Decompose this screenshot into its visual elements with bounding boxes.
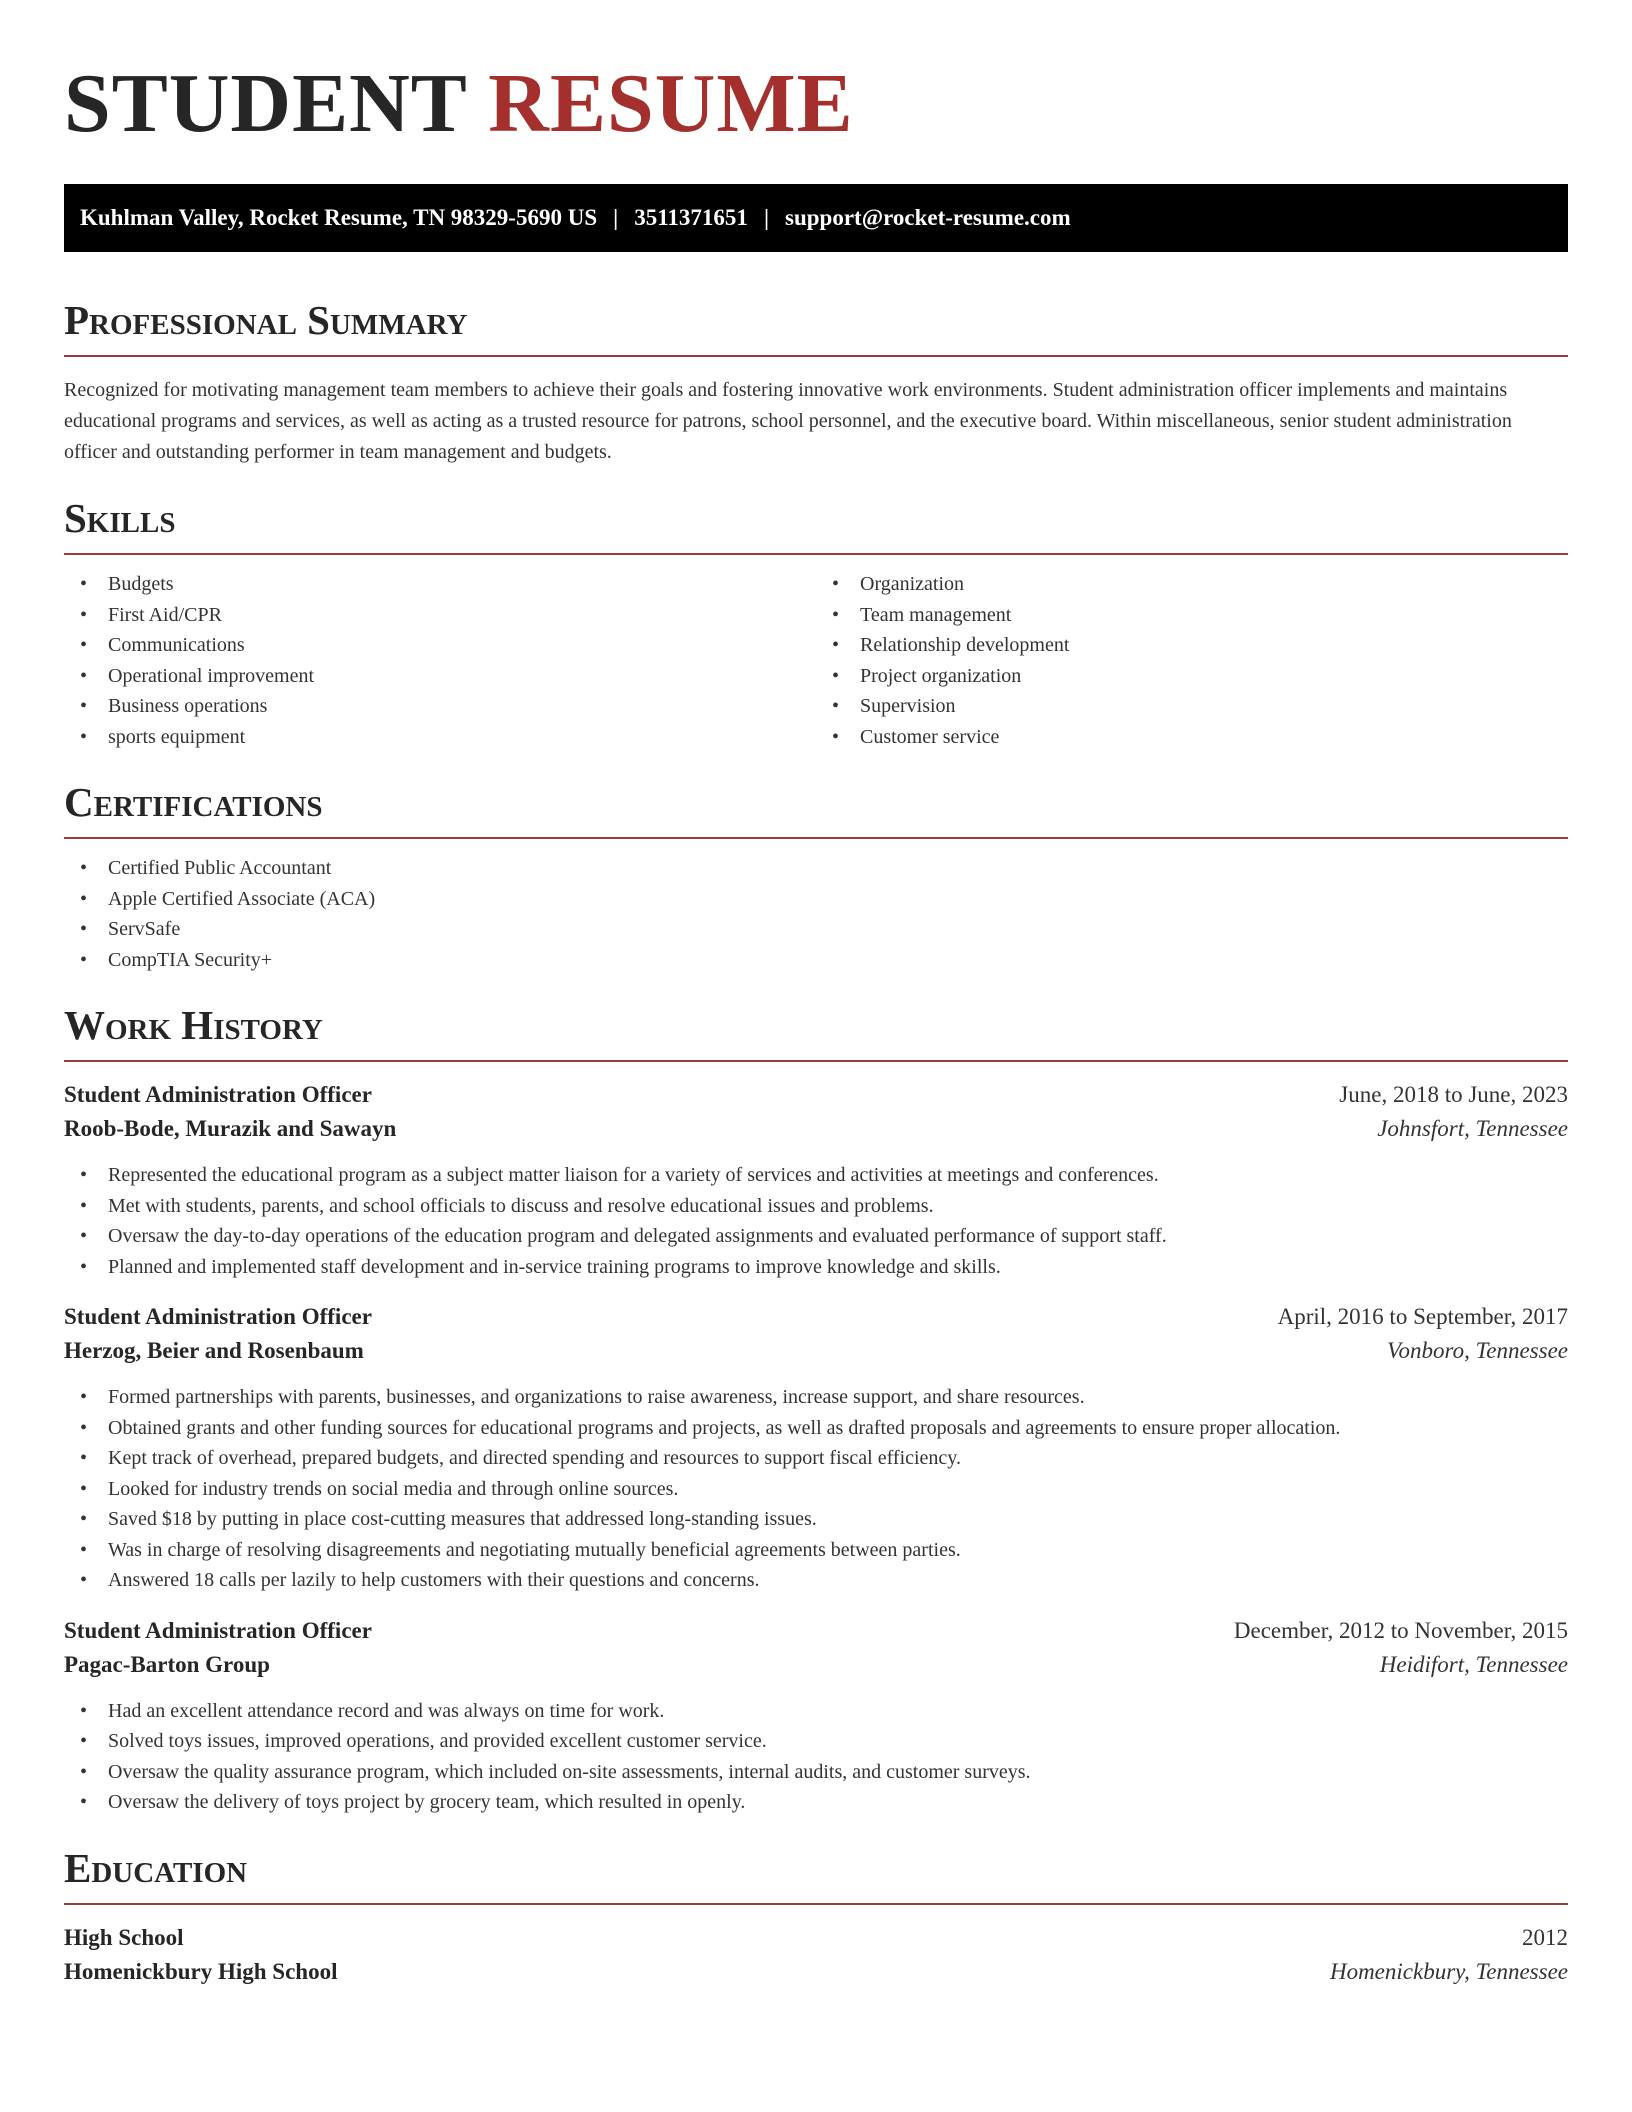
job-employer: Herzog, Beier and Rosenbaum xyxy=(64,1338,364,1364)
job-entry xyxy=(64,1618,1568,1818)
skill-item: • Business operations xyxy=(64,691,816,722)
skills-column-left xyxy=(64,569,816,752)
job-duty-item: • Solved toys issues, improved operations, and provided excellent customer service. xyxy=(64,1726,1568,1757)
summary-text: Recognized for motivating management team members to achieve their goals and fostering innovative work environments. Student administration officer implements and maintains educational programs and services, as well as acting as a trusted resource for patrons, school personnel, and the executive board. Within miscellaneous, senior student administration officer and outstanding performer in team management and budgets. xyxy=(64,379,1512,464)
skill-item: • Relationship development xyxy=(816,630,1568,661)
job-duty-item: • Oversaw the day-to-day operations of the education program and delegated assignments and evaluated performance of support staff. xyxy=(64,1221,1568,1252)
page-title xyxy=(64,52,1568,150)
skills-list xyxy=(64,555,1568,752)
skill-item: • Communications xyxy=(64,630,816,661)
job-duty-item: • Represented the educational program as a subject matter liaison for a variety of services and activities at meetings and conferences. xyxy=(64,1160,1568,1191)
job-duties xyxy=(64,1160,1568,1282)
job-duty-item: • Obtained grants and other funding sources for educational programs and projects, as well as drafted proposals and agreements to ensure proper allocation. xyxy=(64,1413,1568,1444)
contact-address: Kuhlman Valley, Rocket Resume, TN 98329-5690 US xyxy=(80,205,598,230)
job-title: Student Administration Officer xyxy=(64,1082,372,1108)
contact-separator: | xyxy=(763,205,770,230)
job-location: Heidifort, Tennessee xyxy=(1379,1651,1568,1677)
skill-item: • Organization xyxy=(816,569,1568,600)
title-word-student: STUDENT xyxy=(64,57,467,150)
skill-item: • Customer service xyxy=(816,722,1568,753)
job-title: Student Administration Officer xyxy=(64,1617,372,1643)
job-header-row xyxy=(64,1082,1568,1108)
job-location: Vonboro, Tennessee xyxy=(1386,1338,1568,1364)
job-duty-item: • Answered 18 calls per lazily to help customers with their questions and concerns. xyxy=(64,1565,1568,1596)
certification-item: • Certified Public Accountant xyxy=(64,853,1568,884)
job-duty-item: • Looked for industry trends on social media and through online sources. xyxy=(64,1474,1568,1505)
job-duty-item: • Formed partnerships with parents, businesses, and organizations to raise awareness, increase support, and share resources. xyxy=(64,1382,1568,1413)
job-location: Johnsfort, Tennessee xyxy=(1377,1116,1568,1142)
skill-item: • Supervision xyxy=(816,691,1568,722)
skill-item: • Operational improvement xyxy=(64,661,816,692)
skills-heading: Skills xyxy=(64,496,1568,555)
education-degree: High School xyxy=(64,1924,184,1950)
education-year: 2012 xyxy=(1522,1924,1568,1950)
certifications-heading: Certifications xyxy=(64,780,1568,839)
job-employer: Roob-Bode, Murazik and Sawayn xyxy=(64,1116,397,1142)
job-title: Student Administration Officer xyxy=(64,1304,372,1330)
contact-separator: | xyxy=(613,205,619,230)
education-entry xyxy=(64,1925,1568,1985)
job-dates: April, 2016 to September, 2017 xyxy=(1277,1304,1568,1330)
certification-item: • ServSafe xyxy=(64,914,1568,945)
job-duty-item: • Saved $18 by putting in place cost-cutting measures that addressed long-standing issues. xyxy=(64,1504,1568,1535)
work-history-heading: Work History xyxy=(64,1003,1568,1062)
job-employer-row xyxy=(64,1652,1568,1678)
job-duty-item: • Oversaw the delivery of toys project by grocery team, which resulted in openly. xyxy=(64,1787,1568,1818)
title-word-resume: RESUME xyxy=(488,57,854,150)
certifications-list xyxy=(64,853,1568,975)
job-duties xyxy=(64,1382,1568,1596)
job-employer-row xyxy=(64,1338,1568,1364)
job-dates: December, 2012 to November, 2015 xyxy=(1233,1617,1568,1643)
job-duties xyxy=(64,1696,1568,1818)
job-employer-row xyxy=(64,1116,1568,1142)
skill-item: • First Aid/CPR xyxy=(64,600,816,631)
skill-item: • Budgets xyxy=(64,569,816,600)
education-location: Homenickbury, Tennessee xyxy=(1329,1958,1568,1984)
job-entry xyxy=(64,1304,1568,1596)
summary-heading: Professional Summary xyxy=(64,298,1568,357)
job-duty-item: • Had an excellent attendance record and was always on time for work. xyxy=(64,1696,1568,1727)
job-entry xyxy=(64,1082,1568,1282)
certification-item: • CompTIA Security+ xyxy=(64,945,1568,976)
job-dates: June, 2018 to June, 2023 xyxy=(1339,1082,1568,1108)
education-heading: Education xyxy=(64,1846,1568,1905)
skill-item: • Team management xyxy=(816,600,1568,631)
job-duty-item: • Was in charge of resolving disagreements and negotiating mutually beneficial agreements between parties. xyxy=(64,1535,1568,1566)
job-duty-item: • Kept track of overhead, prepared budgets, and directed spending and resources to support fiscal efficiency. xyxy=(64,1443,1568,1474)
job-header-row xyxy=(64,1304,1568,1330)
contact-email: support@rocket-resume.com xyxy=(785,205,1071,230)
skills-column-right xyxy=(816,569,1568,752)
certification-item: • Apple Certified Associate (ACA) xyxy=(64,884,1568,915)
job-duty-item: • Oversaw the quality assurance program, which included on-site assessments, internal audits, and customer surveys. xyxy=(64,1757,1568,1788)
job-duty-item: • Planned and implemented staff development and in-service training programs to improve knowledge and skills. xyxy=(64,1252,1568,1283)
education-school: Homenickbury High School xyxy=(64,1958,338,1984)
education-school-row xyxy=(64,1959,1568,1985)
job-header-row xyxy=(64,1618,1568,1644)
job-duty-item: • Met with students, parents, and school officials to discuss and resolve educational issues and problems. xyxy=(64,1191,1568,1222)
contact-bar xyxy=(64,184,1568,252)
skill-item: • Project organization xyxy=(816,661,1568,692)
contact-phone: 3511371651 xyxy=(634,205,748,230)
education-header-row xyxy=(64,1925,1568,1951)
job-employer: Pagac-Barton Group xyxy=(64,1651,270,1677)
skill-item: • sports equipment xyxy=(64,722,816,753)
